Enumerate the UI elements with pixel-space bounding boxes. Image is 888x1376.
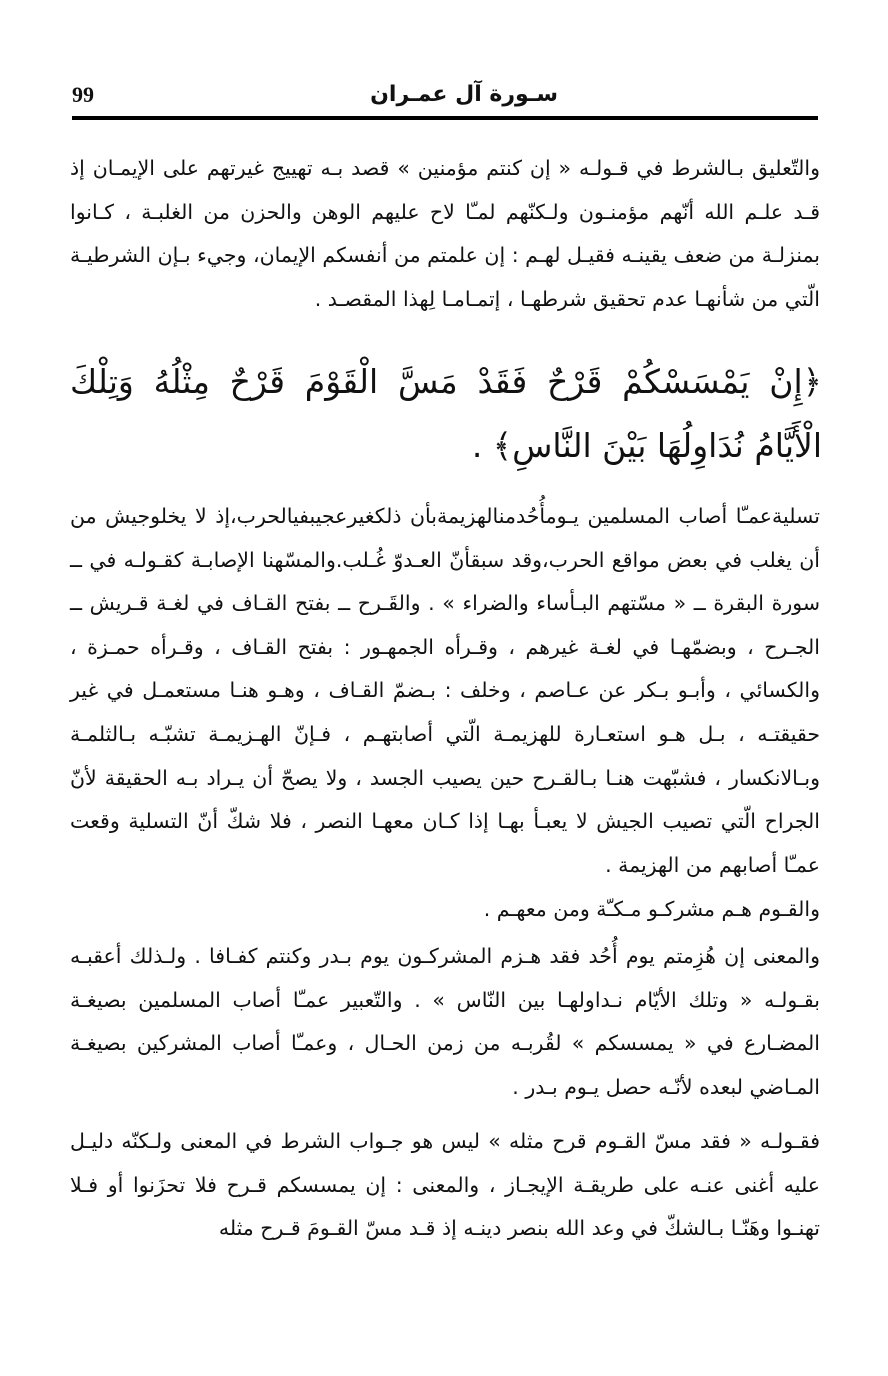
paragraph-meaning: والمعنى إن هُزِمتم يوم أُحُد فقد هـزم المشركـون يوم بـدر وكنتم كفـافا . ولـذلك أعقبـه بقـولـه « وتلك الأيّام نـداولهـا بين النّاس » . والتّعبير عمـّا أصاب المسلمين بصيغـة المضـارع في « يمسسكم » لقُربـه من زمن الحـال ، وعمـّا أصاب المشركين بصيغـة المـاضي لبعده لأنّـه حصل يـوم بـدر . xyxy=(70,944,820,1099)
paragraph-conditional-commentary: والتّعليق بـالشرط في قـولـه « إن كنتم مؤمنين » قصد بـه تهييج غيرتهم على الإيمـان إذ قـد علـم الله أنّهم مؤمنـون ولـكنّهم لمـّا لاح عليهم الوهن والحزن من الغلبـة ، كـانوا بمنزلـة من ضعف يقينـه فقيـل لهـم : إن علمتم من أنفسكم الإيمان، وجيء بـإن الشرطيـة الّتي من شأنهـا عدم تحقيق شرطهـا ، إتمـامـا لِهذا المقصـد . xyxy=(70,156,820,311)
paragraph-consolation-commentary: تسليةعمـّا أصاب المسلمين يـومأُحُدمنالهزيمةبأن ذلكغيرعجيبفيالحرب،إذ لا يخلوجيش من أن يغلب في بعض مواقع الحرب،وقد سبقأنّ العـدوّ غُـلب.والمسّهنا الإصابـة كقـولـه في ــ سورة البقرة ــ « مسّتهم البـأساء والضراء » . والقَـرح ــ بفتح القـاف في لغـة قـريش ــ الجـرح ، وبضمّهـا في لغـة غيرهم ، وقـرأه الجمهـور : بفتح القـاف ، وقـرأه حمـزة ، والكسائي ، وأبـو بـكر عن عـاصم ، وخلف : بـضمّ القـاف ، وهـو هنـا مستعمـل في غير حقيقتـه ، بـل هـو استعـارة للهزيمـة الّتي أصابتهـم ، فـإنّ الهـزيمـة تشبّـه بـالثلمـة وبـالانكسار ، فشبّهت هنـا بـالقـرح حين يصيب الجسد ، ولا يصحّ أن يـراد بـه الحقيقة لأنّ الجراح الّتي تصيب الجيش لا يعبـأ بهـا إذا كـان معهـا النصر ، فلا شكّ أنّ التسلية وقعت عمـّا أصابهم من الهزيمة . xyxy=(70,504,820,877)
header-divider xyxy=(72,116,818,120)
page-header xyxy=(72,82,818,116)
surah-title: سـورة آل عمـران xyxy=(370,82,558,107)
page-number: 99 xyxy=(72,82,94,107)
paragraph-answer-of-condition: فقـولـه « فقد مسّ القـوم قرح مثله » ليس هو جـواب الشرط في المعنى ولـكنّه دليـل عليه أغنى عنـه على طريقـة الإيجـاز ، والمعنى : إن يمسسكم قـرح فلا تحزَنوا أو فـلا تهنـوا وهَنّـا بـالشكّ في وعد الله بنصر دينـه إذ قـد مسّ القـومَ قـرح مثله xyxy=(70,1129,820,1241)
paragraph-the-people: والقـوم هـم مشركـو مـكـّة ومن معهـم . xyxy=(483,897,820,921)
quran-verse: ﴿إِنْ يَمْسَسْكُمْ قَرْحٌ فَقَدْ مَسَّ الْقَوْمَ قَرْحٌ مِثْلُهُ وَتِلْكَ الْأَيَّامُ نُدَاوِلُهَا بَيْنَ النَّاسِ﴾ . xyxy=(70,362,822,465)
